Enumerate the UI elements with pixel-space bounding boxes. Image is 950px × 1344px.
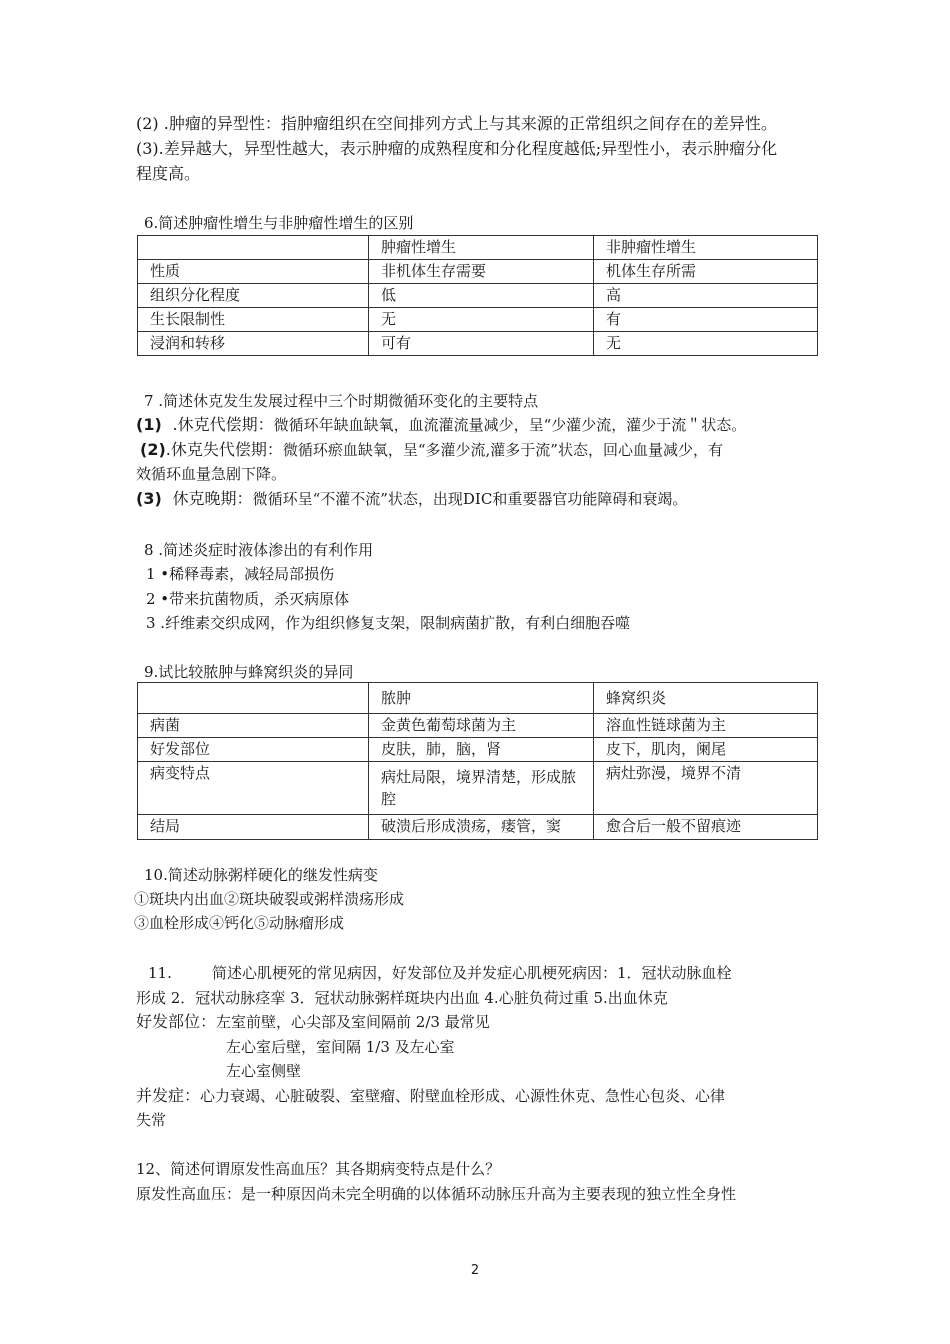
table-cell: 生长限制性 [138, 308, 369, 332]
shock-late-line [136, 488, 687, 510]
text-line: 形成 2．冠状动脉痉挛 3．冠状动脉粥样斑块内出血 4.心脏负荷过重 5.出血休克 [136, 989, 668, 1007]
question-9-title: 9.试比较脓肿与蜂窝织炎的异同 [144, 663, 354, 681]
table-cell: 浸润和转移 [138, 332, 369, 356]
item-text: 心力衰竭、心脏破裂、室壁瘤、附壁血栓形成、心源性休克、急性心包炎、心律 [200, 1087, 726, 1105]
site-line-3: 左心室侧壁 [226, 1062, 302, 1080]
list-item: 2 •带来抗菌物质，杀灭病原体 [146, 590, 350, 608]
question-8-title: 8 .简述炎症时液体渗出的有利作用 [144, 541, 374, 559]
question-10-title: 10.简述动脉粥样硬化的继发性病变 [144, 866, 378, 884]
item-heading: 好发部位： [136, 1012, 217, 1031]
table-tumor-hyperplasia [137, 235, 818, 356]
table-row [138, 308, 818, 332]
shock-decompensated-cont: 效循环血量急剧下降。 [136, 465, 287, 483]
table-cell [138, 236, 369, 260]
complication-cont: 失常 [136, 1111, 167, 1129]
question-11-number: 11. [148, 964, 172, 982]
text-line-tumor-atypia: (2) .肿瘤的异型性：指肿瘤组织在空间排列方式上与其来源的正常组织之间存在的差异性。 [136, 114, 777, 133]
table-cell: 病灶局限，境界清楚，形成脓腔 [369, 762, 594, 815]
table-abscess-cellulitis [137, 682, 818, 840]
table-cell: 肿瘤性增生 [369, 236, 594, 260]
table-cell: 病灶弥漫，境界不清 [594, 762, 818, 815]
text-line-atypia-cont: 程度高。 [136, 164, 201, 183]
item-heading: .休克代偿期： [172, 415, 274, 434]
table-cell: 溶血性链球菌为主 [594, 714, 818, 738]
item-heading: 休克晚期： [172, 489, 253, 508]
table-row [138, 714, 818, 738]
table-cell: 皮肤，肺，脑，肾 [369, 738, 594, 762]
item-text: 微循环呈“不灌不流”状态，出现DIC和重要器官功能障碍和衰竭。 [252, 490, 688, 508]
table-row [138, 284, 818, 308]
table-cell: 无 [369, 308, 594, 332]
question-6-title: 6.简述肿瘤性增生与非肿瘤性增生的区别 [144, 214, 414, 232]
table-cell: 好发部位 [138, 738, 369, 762]
table-cell: 有 [594, 308, 818, 332]
item-heading: 并发症： [136, 1086, 201, 1105]
question-7-title: 7 .简述休克发生发展过程中三个时期微循环变化的主要特点 [144, 392, 539, 410]
table-cell: 脓肿 [369, 683, 594, 714]
table-cell: 愈合后一般不留痕迹 [594, 815, 818, 840]
site-line-2: 左心室后壁，室间隔 1/3 及左心室 [226, 1038, 455, 1056]
table-cell: 皮下，肌肉，阑尾 [594, 738, 818, 762]
item-number: (1) [136, 415, 162, 434]
table-row [138, 260, 818, 284]
table-cell: 破溃后形成溃疡，瘘管，窦 [369, 815, 594, 840]
table-cell: 结局 [138, 815, 369, 840]
item-number: (2) [140, 440, 166, 459]
table-cell: 非机体生存需要 [369, 260, 594, 284]
table-row [138, 815, 818, 840]
item-text: 微循环瘀血缺氧，呈“多灌少流,灌多于流”状态，回心血量减少，有 [282, 441, 723, 459]
table-row [138, 332, 818, 356]
question-12-title: 12、简述何谓原发性高血压？其各期病变特点是什么？ [136, 1160, 501, 1178]
text-line-atypia-degree: (3).差异越大，异型性越大，表示肿瘤的成熟程度和分化程度越低;异型性小，表示肿瘤分化 [136, 139, 778, 158]
text-line: ①斑块内出血②斑块破裂或粥样溃疡形成 [134, 890, 405, 908]
text-line: 原发性高血压：是一种原因尚未完全明确的以体循环动脉压升高为主要表现的独立性全身性 [136, 1185, 737, 1203]
table-cell: 病菌 [138, 714, 369, 738]
table-row [138, 762, 818, 815]
table-cell: 低 [369, 284, 594, 308]
table-header-row [138, 683, 818, 714]
table-cell: 金黄色葡萄球菌为主 [369, 714, 594, 738]
item-heading: .休克失代偿期： [165, 440, 283, 459]
table-cell: 机体生存所需 [594, 260, 818, 284]
table-cell: 蜂窝织炎 [594, 683, 818, 714]
list-item: 1 •稀释毒素，减轻局部损伤 [146, 565, 335, 583]
page-number: 2 [470, 1263, 480, 1278]
item-text: 微循环年缺血缺氧，血流灌流量减少，呈“少灌少流，灌少于流＂状态。 [273, 416, 747, 434]
shock-compensated-line [136, 414, 746, 436]
table-cell: 无 [594, 332, 818, 356]
table-cell: 高 [594, 284, 818, 308]
text-line: ③血栓形成④钙化⑤动脉瘤形成 [134, 914, 345, 932]
table-row [138, 738, 818, 762]
question-11-title: 简述心肌梗死的常见病因，好发部位及并发症心肌梗死病因：1．冠状动脉血栓 [212, 964, 732, 982]
table-header-row [138, 236, 818, 260]
item-text: 左室前壁，心尖部及室间隔前 2/3 最常见 [216, 1013, 490, 1031]
site-line-1 [136, 1011, 490, 1033]
table-cell: 性质 [138, 260, 369, 284]
item-number: (3) [136, 489, 162, 508]
complication-line [136, 1085, 725, 1107]
list-item: 3 .纤维素交织成网，作为组织修复支架，限制病菌扩散，有利白细胞吞噬 [146, 614, 631, 632]
table-cell: 组织分化程度 [138, 284, 369, 308]
table-cell [138, 683, 369, 714]
shock-decompensated-line [140, 439, 723, 461]
table-cell: 病变特点 [138, 762, 369, 815]
table-cell: 非肿瘤性增生 [594, 236, 818, 260]
table-cell: 可有 [369, 332, 594, 356]
